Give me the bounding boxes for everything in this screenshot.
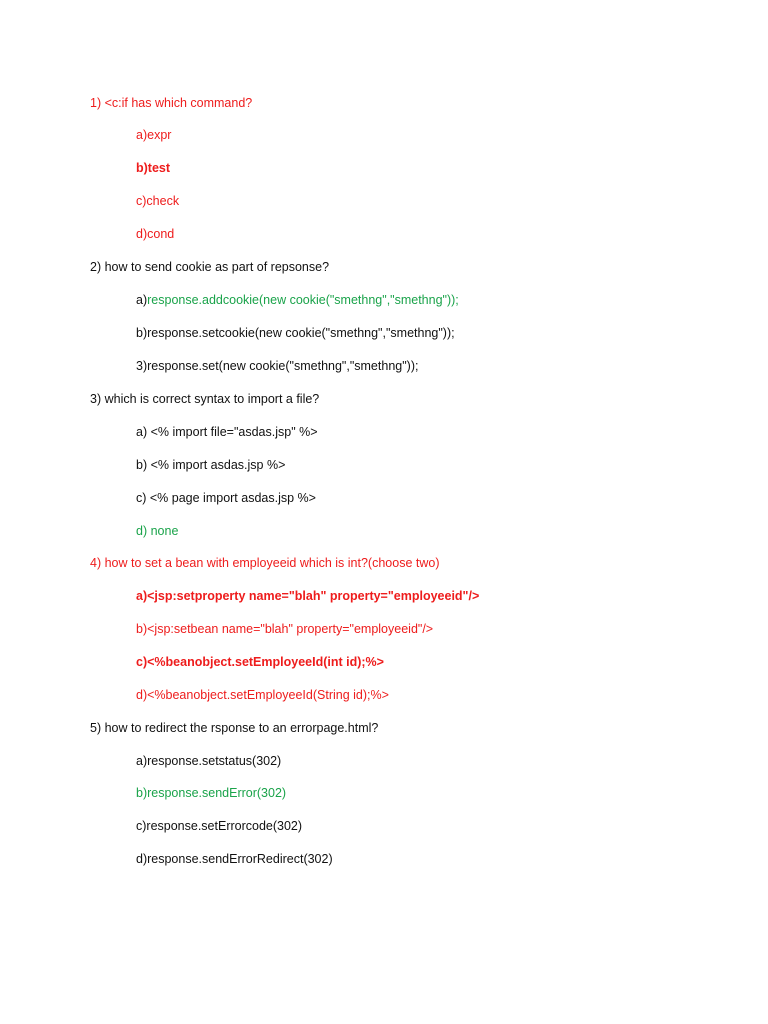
q4-option-d: d)<%beanobject.setEmployeeId(String id);%> (136, 688, 389, 702)
q5-option-a: a)response.setstatus(302) (136, 754, 282, 768)
q3-option-a: a) <% import file="asdas.jsp" %> (136, 425, 318, 439)
q3-option-c: c) <% page import asdas.jsp %> (136, 491, 316, 505)
q4-option-c: c)<%beanobject.setEmployeeId(int id);%> (136, 655, 384, 669)
q1-option-d: d)cond (136, 227, 175, 241)
q5-option-b: b)response.sendError(302) (136, 786, 287, 800)
q2-option-b: b)response.setcookie(new cookie("smethng","smethng")); (136, 326, 455, 340)
q2-option-a-answer: response.addcookie(new cookie("smethng","smethng")); (147, 293, 459, 307)
question-4: 4) how to set a bean with employeeid which is int?(choose two) (90, 556, 440, 570)
question-5: 5) how to redirect the rsponse to an errorpage.html? (90, 721, 379, 735)
question-3: 3) which is correct syntax to import a file? (90, 392, 320, 406)
q5-option-d: d)response.sendErrorRedirect(302) (136, 852, 333, 866)
q3-option-d: d) none (136, 524, 179, 538)
q1-option-b: b)test (136, 161, 171, 175)
q4-option-b: b)<jsp:setbean name="blah" property="employeeid"/> (136, 622, 434, 636)
q3-option-b: b) <% import asdas.jsp %> (136, 458, 286, 472)
q4-option-a: a)<jsp:setproperty name="blah" property="employeeid"/> (136, 589, 480, 603)
q5-option-c: c)response.setErrorcode(302) (136, 819, 303, 833)
question-2: 2) how to send cookie as part of repsonse? (90, 260, 330, 274)
q1-option-c: c)check (136, 194, 180, 208)
question-1: 1) <c:if has which command? (90, 96, 253, 110)
q1-option-a: a)expr (136, 128, 172, 142)
q2-option-c: 3)response.set(new cookie("smethng","smethng")); (136, 359, 419, 373)
q2-option-a (136, 292, 459, 308)
q2-option-a-prefix: a) (136, 293, 148, 307)
